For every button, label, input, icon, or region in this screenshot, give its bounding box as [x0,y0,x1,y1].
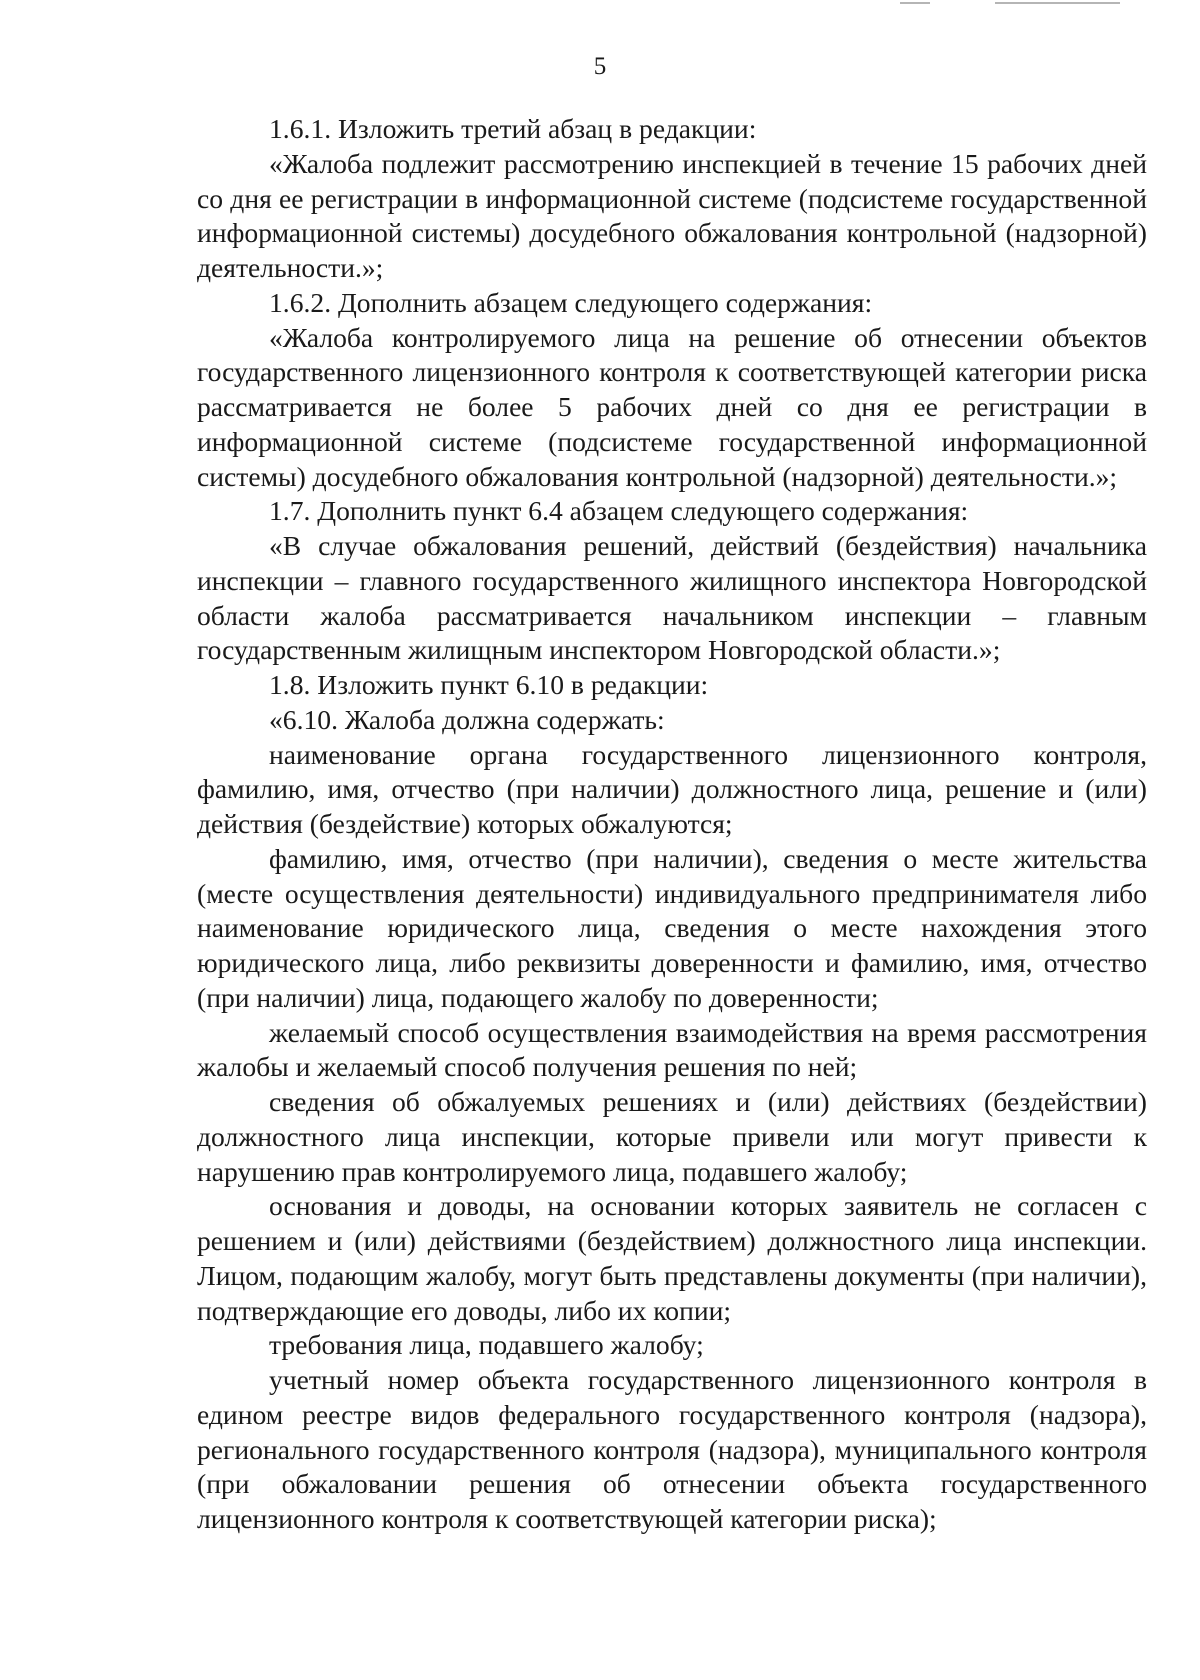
page-number: 5 [593,53,607,80]
list-item-applicant-requirements: требования лица, подавшего жалобу; [269,1329,704,1361]
scan-edge-mark [900,2,930,4]
paragraph-1-6-2-heading: 1.6.2. Дополнить абзацем следующего содержания: [269,286,873,318]
list-item-interaction-method: желаемый способ осуществления взаимодействия на время рассмотрения жалобы и желаемый способ получения решения по ней; [197,1016,1147,1083]
paragraph-1-7-heading: 1.7. Дополнить пункт 6.4 абзацем следующего содержания: [269,495,969,527]
paragraph-head-inspector-appeal: «В случае обжалования решений, действий (бездействия) начальника инспекции – главного государственного жилищного инспектора Новгородской области жалоба рассматривается начальником инспекции – главным государственным жилищным инспектором Новгородской области.»; [197,530,1147,666]
paragraph-complaint-term-5-days: «Жалоба контролируемого лица на решение об отнесении объектов государственного лицензионного контроля к соответствующей категории риска рассматривается не более 5 рабочих дней со дня ее регистрации в информационной системе (подсистеме государственной информационной системы) досудебного обжалования контрольной (надзорной) деятельности.»; [197,321,1147,492]
paragraph-complaint-term-15-days: «Жалоба подлежит рассмотрению инспекцией в течение 15 рабочих дней со дня ее регистрации в информационной системе (подсистеме государственной информационной системы) досудебного обжалования контрольной (надзорной) деятельности.»; [197,147,1147,283]
list-item-grounds-and-arguments: основания и доводы, на основании которых заявитель не согласен с решением и (или) действиями (бездействием) должностного лица инспекции. Лицом, подающим жалобу, могут быть представлены документы (при наличии), подтверждающие его доводы, либо их копии; [197,1190,1147,1326]
paragraph-6-10-intro: «6.10. Жалоба должна содержать: [269,703,665,735]
list-item-appealed-decisions: сведения об обжалуемых решениях и (или) действиях (бездействии) должностного лица инспекции, которые привели или могут привести к нарушению прав контролируемого лица, подавшего жалобу; [197,1086,1147,1187]
list-item-applicant-details: фамилию, имя, отчество (при наличии), сведения о месте жительства (месте осуществления деятельности) индивидуального предпринимателя либо наименование юридического лица, сведения о месте нахождения этого юридического лица, либо реквизиты доверенности и фамилию, имя, отчество (при наличии) лица, подающего жалобу по доверенности; [197,842,1147,1013]
scan-edge-mark [995,2,1120,4]
paragraph-1-8-heading: 1.8. Изложить пункт 6.10 в редакции: [269,669,709,700]
list-item-authority-name: наименование органа государственного лицензионного контроля, фамилию, имя, отчество (при наличии) должностного лица, решение и (или) действия (бездействие) которых обжалуются; [197,738,1147,839]
paragraph-1-6-1-heading: 1.6.1. Изложить третий абзац в редакции: [269,113,757,144]
list-item-registry-number: учетный номер объекта государственного лицензионного контроля в едином реестре видов федерального государственного контроля (надзора), регионального государственного контроля (надзора), муниципального контроля (при обжаловании решения об отнесении объекта государственного лицензионного контроля к соответствующей категории риска); [197,1364,1147,1534]
document-body [197,112,1147,1537]
